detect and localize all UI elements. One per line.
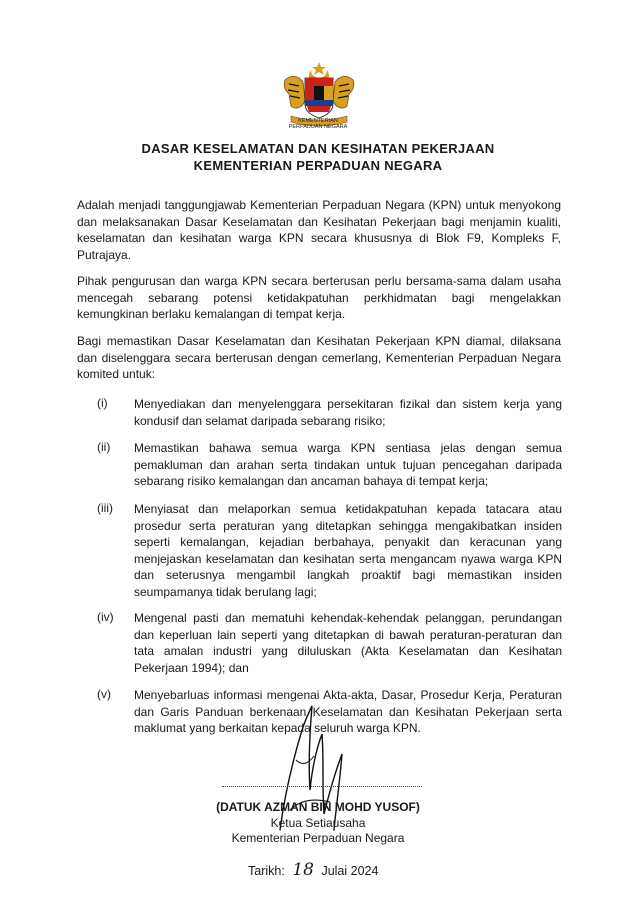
document-date bbox=[248, 860, 378, 880]
crest-caption-line1: KEMENTERIAN bbox=[298, 118, 338, 124]
document-title: DASAR KESELAMATAN DAN KESIHATAN PEKERJAAN bbox=[141, 141, 495, 156]
list-item-number: (iii) bbox=[97, 501, 113, 515]
paragraph-1: Adalah menjadi tanggungjawab Kementerian Perpaduan Negara (KPN) untuk menyokong dan melaksanakan Dasar Keselamatan dan Kesihatan Pekerjaan bagi menjamin kualiti, keselamatan dan kesihatan warga KPN secara khususnya di Blok F9, Kompleks F, Putrajaya. bbox=[77, 198, 561, 262]
signature-line bbox=[222, 786, 422, 787]
date-label: Tarikh: bbox=[248, 864, 285, 878]
signatory-position: Ketua Setiausaha bbox=[270, 816, 366, 830]
list-item-number: (ii) bbox=[97, 440, 111, 454]
signatory-organization: Kementerian Perpaduan Negara bbox=[231, 831, 405, 845]
list-item-text: Menyediakan dan menyelenggara persekitaran fizikal dan sistem kerja yang kondusif dan selamat daripada sebarang risiko; bbox=[134, 397, 562, 428]
list-item-text: Memastikan bahawa semua warga KPN sentiasa jelas dengan semua pemakluman dan arahan serta tindakan untuk tujuan pencegahan daripada sebarang risiko kemalangan dan ancaman bahaya di tempat kerja; bbox=[134, 441, 562, 488]
paragraph-3: Bagi memastikan Dasar Keselamatan dan Kesihatan Pekerjaan KPN diamal, dilaksana dan diselenggara secara berterusan dengan cemerlang, Kementerian Perpaduan Negara komited untuk: bbox=[77, 334, 561, 381]
list-item-number: (v) bbox=[97, 687, 111, 701]
document-subtitle: KEMENTERIAN PERPADUAN NEGARA bbox=[193, 158, 443, 173]
crest-caption-line2: PERPADUAN NEGARA bbox=[288, 124, 348, 130]
list-item-number: (i) bbox=[97, 396, 108, 410]
date-month-year: Julai 2024 bbox=[321, 864, 379, 878]
signatory-name: (DATUK AZMAN BIN MOHD YUSOF) bbox=[216, 800, 420, 814]
crest-caption bbox=[268, 118, 368, 130]
list-item-text: Menyebarluas informasi mengenai Akta-akta, Dasar, Prosedur Kerja, Peraturan dan Garis Panduan berkenaan Keselamatan dan Kesihatan Pekerjaan serta maklumat yang berkaitan kepada seluruh warga KPN. bbox=[134, 688, 562, 735]
list-item-number: (iv) bbox=[97, 610, 114, 624]
date-day: 18 bbox=[292, 860, 314, 880]
list-item-text: Menyiasat dan melaporkan semua ketidakpatuhan kepada tatacara atau prosedur serta peraturan yang ditetapkan sehingga mengakibatkan insiden seperti kemalangan, kejadian berbahaya, penyakit dan keracunan yang menjejaskan keselamatan dan kesihatan serta mengancam nyawa warga KPN dan seterusnya mengambil langkah proaktif bagi memastikan insiden seumpamanya tidak berulang lagi; bbox=[134, 502, 562, 599]
list-item-text: Mengenal pasti dan mematuhi kehendak-kehendak pelanggan, perundangan dan keperluan lain seperti yang ditetapkan di bawah peraturan-peraturan dan tata amalan industri yang diluluskan (Akta Keselamatan dan Kesihatan Pekerjaan 1994); dan bbox=[134, 611, 562, 675]
paragraph-2: Pihak pengurusan dan warga KPN secara berterusan perlu bersama-sama dalam usaha mencegah sebarang potensi ketidakpatuhan perkhidmatan bagi mengelakkan kemungkinan berlaku kemalangan di tempat kerja. bbox=[77, 274, 561, 321]
